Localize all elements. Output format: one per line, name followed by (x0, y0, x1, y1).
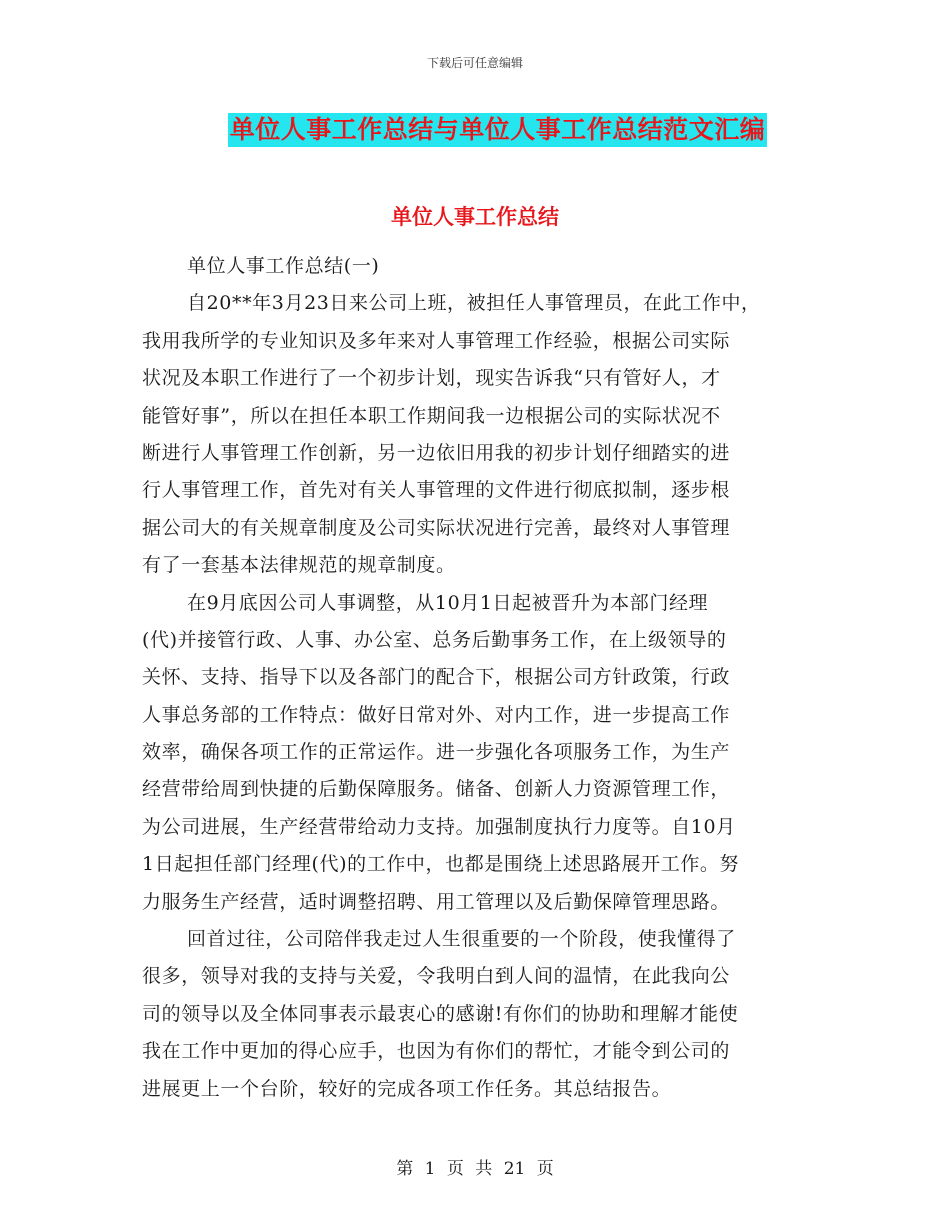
body-line: (代)并接管行政、人事、办公室、总务后勤事务工作，在上级领导的 (142, 628, 727, 651)
body-line: 经营带给周到快捷的后勤保障服务。储备、创新人力资源管理工作， (142, 778, 731, 801)
body-line: 据公司大的有关规章制度及公司实际状况进行完善，最终对人事管理 (142, 516, 731, 539)
body-line: 力服务生产经营，适时调整招聘、用工管理以及后勤保障管理思路。 (142, 890, 731, 913)
body-line: 断进行人事管理工作创新，另一边依旧用我的初步计划仔细踏实的进 (142, 441, 731, 464)
page-footer: 第 1 页 共 21 页 (396, 1159, 554, 1179)
body-line: 状况及本职工作进行了一个初步计划，现实告诉我“只有管好人，才 (142, 367, 721, 390)
body-line: 自20**年3月23日来公司上班，被担任人事管理员，在此工作中， (187, 292, 761, 315)
main-title: 单位人事工作总结与单位人事工作总结范文汇编 (228, 113, 768, 147)
body-line: 关怀、支持、指导下以及各部门的配合下，根据公司方针政策，行政 (142, 666, 731, 689)
main-title-wrap (0, 113, 950, 147)
body-line: 我在工作中更加的得心应手，也因为有你们的帮忙，才能令到公司的 (142, 1040, 731, 1063)
body-line: 很多，领导对我的支持与关爱，令我明白到人间的温情，在此我向公 (142, 965, 731, 988)
header-note: 下载后可任意编辑 (426, 56, 523, 70)
body-line: 效率，确保各项工作的正常运作。进一步强化各项服务工作，为生产 (142, 741, 731, 764)
body-line: 在9月底因公司人事调整，从10月1日起被晋升为本部门经理 (187, 591, 709, 614)
body-line: 1日起担任部门经理(代)的工作中，也都是围绕上述思路展开工作。努 (142, 853, 740, 876)
body-line: 能管好事”，所以在担任本职工作期间我一边根据公司的实际状况不 (142, 404, 721, 427)
body-line: 司的领导以及全体同事表示最衷心的感谢!有你们的协助和理解才能使 (142, 1002, 739, 1025)
body-line: 行人事管理工作，首先对有关人事管理的文件进行彻底拟制，逐步根 (142, 479, 731, 502)
section-title: 单位人事工作总结 (391, 205, 559, 229)
body-line: 有了一套基本法律规范的规章制度。 (142, 554, 456, 577)
body-line: 回首过往，公司陪伴我走过人生很重要的一个阶段，使我懂得了 (187, 928, 736, 951)
body-line: 人事总务部的工作特点：做好日常对外、对内工作，进一步提高工作 (142, 703, 731, 726)
body-line: 我用我所学的专业知识及多年来对人事管理工作经验，根据公司实际 (142, 329, 731, 352)
body-line: 单位人事工作总结(一) (187, 255, 380, 277)
body-line: 进展更上一个台阶，较好的完成各项工作任务。其总结报告。 (142, 1077, 672, 1100)
body-line: 为公司进展，生产经营带给动力支持。加强制度执行力度等。自10月 (142, 815, 736, 838)
body-text (142, 248, 808, 1108)
